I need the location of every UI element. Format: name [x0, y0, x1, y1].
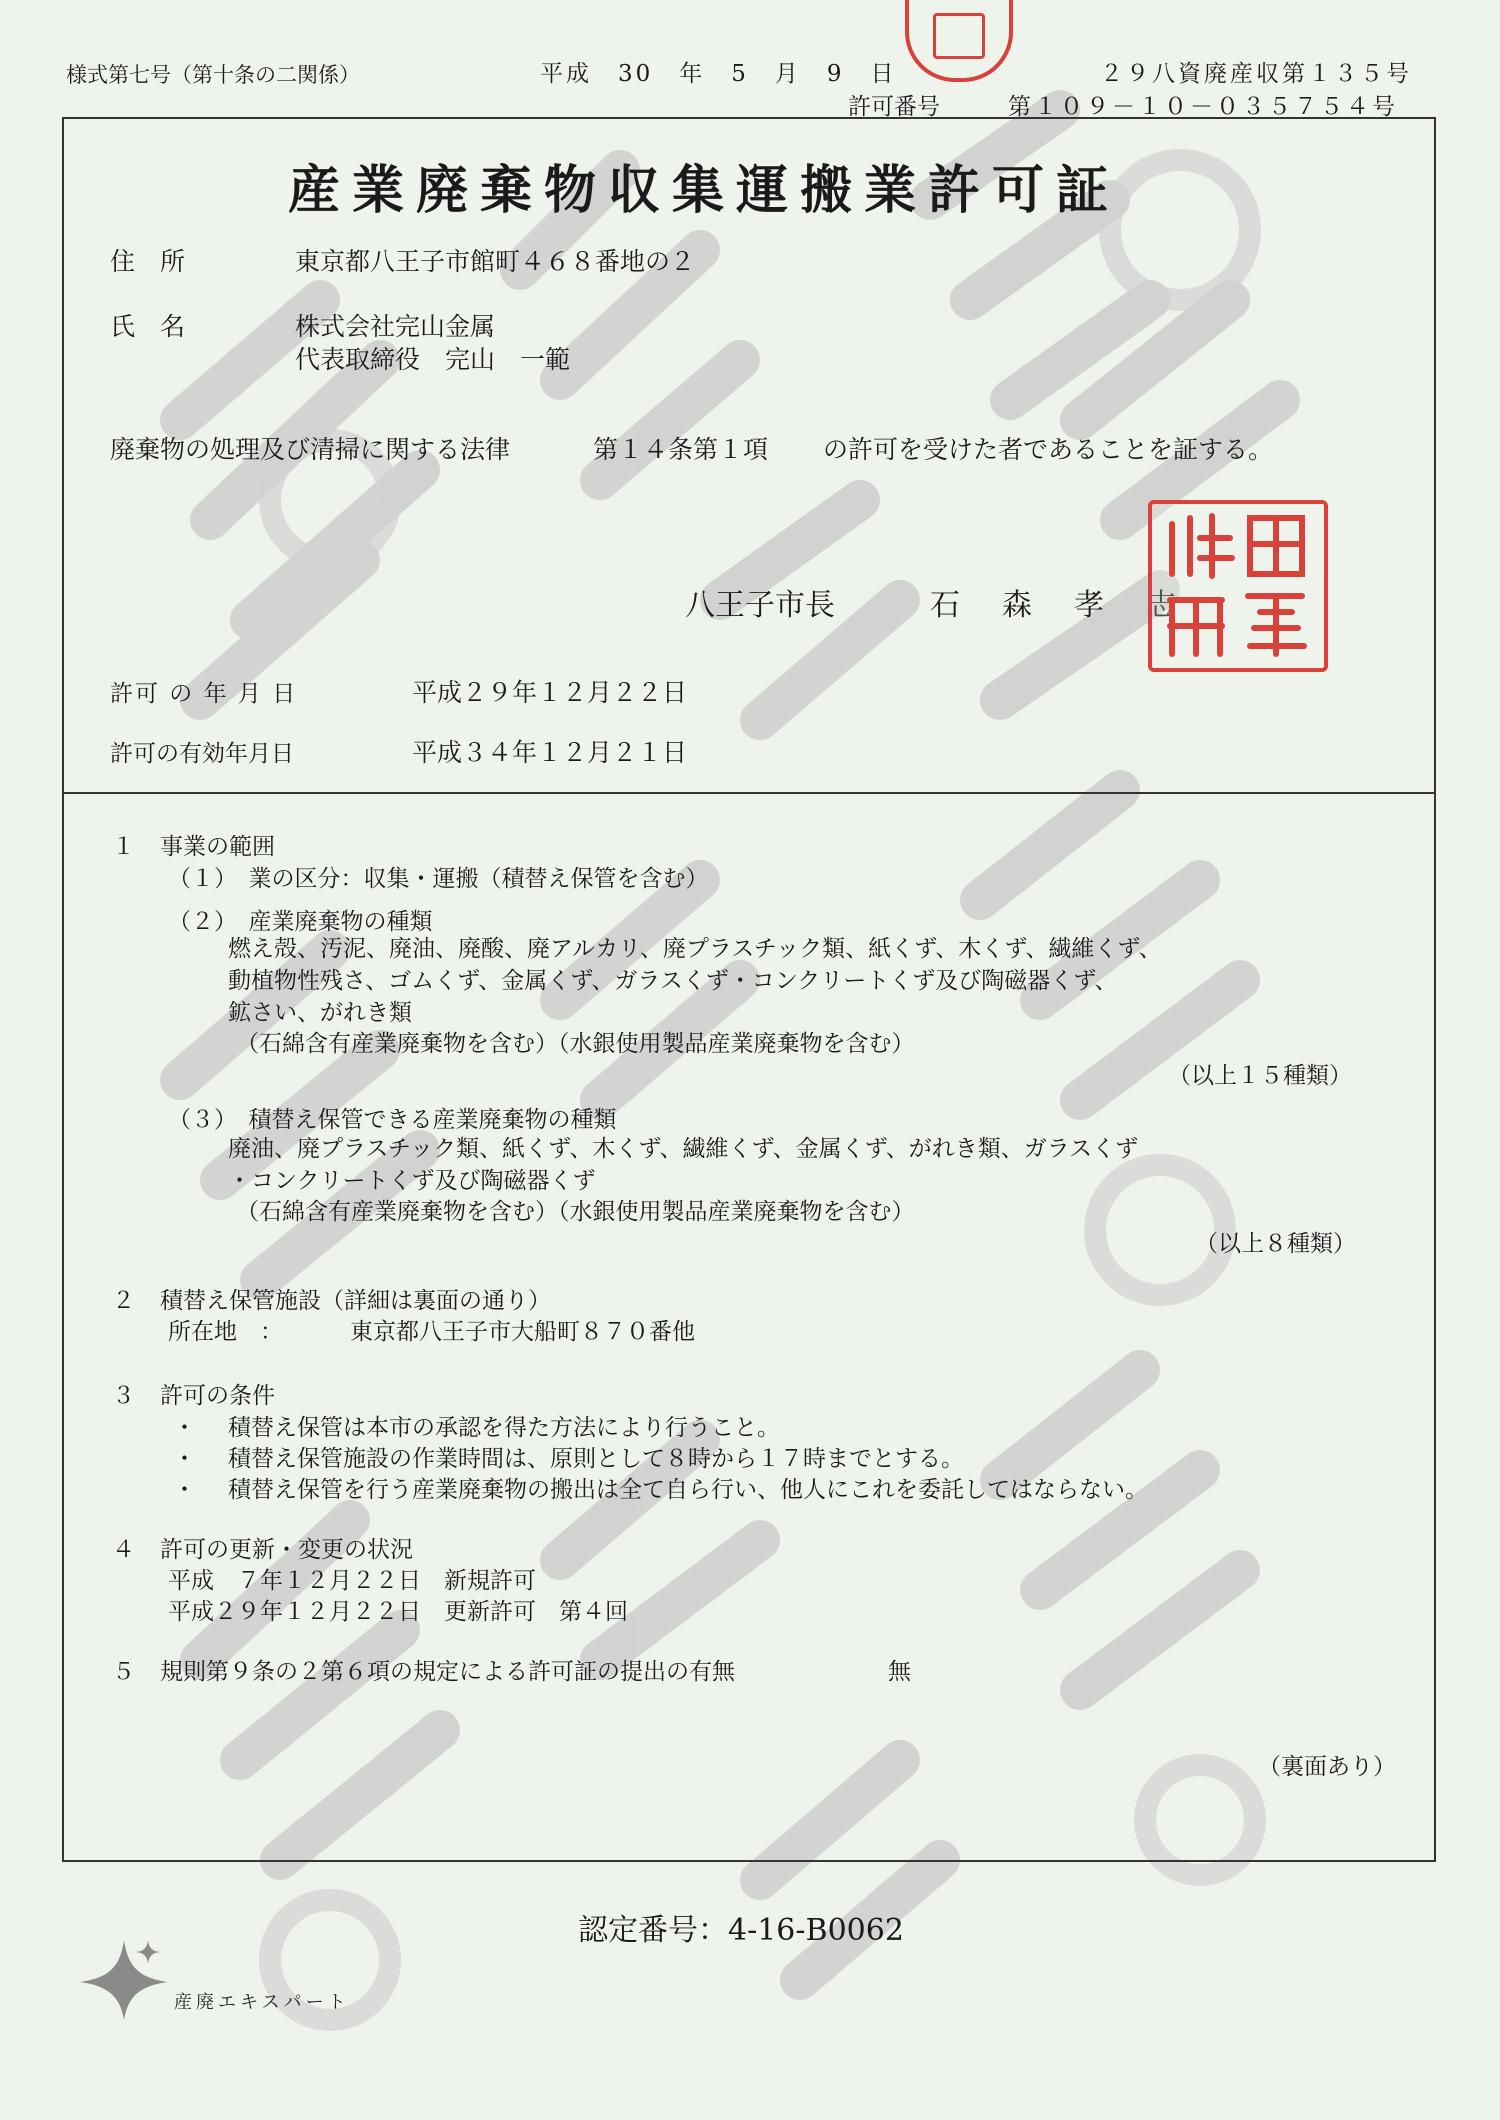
history-heading: 許可の更新・変更の状況 [160, 1537, 413, 1563]
representative-name: 代表取締役 完山 一範 [295, 345, 571, 374]
law-article: 第１４条第１項 [593, 435, 769, 464]
rule-text: 規則第９条の２第６項の規定による許可証の提出の有無 [160, 1659, 735, 1685]
condition-item-3: 積替え保管を行う産業廃棄物の搬出は全て自ら行い、他人にこれを委託してはならない。 [228, 1477, 1148, 1503]
issuer-title: 八王子市長 [685, 588, 835, 623]
address-label: 住 所 [110, 247, 186, 276]
law-statute: 廃棄物の処理及び清掃に関する法律 [110, 435, 511, 464]
mayor-seal [1148, 500, 1328, 672]
sparkle-icon [78, 1938, 170, 2022]
condition-item-1: 積替え保管は本市の承認を得た方法により行うこと。 [228, 1415, 780, 1441]
history-row-1: 平成 ７年１２月２２日 新規許可 [168, 1568, 536, 1594]
issue-date: 平成 30 年 5 月 9 日 [540, 61, 897, 87]
document-number: ２９八資廃産収第１３５号 [1100, 61, 1412, 87]
business-category: （１） 業の区分：収集・運搬（積替え保管を含む） [168, 866, 709, 892]
condition-item-2: 積替え保管施設の作業時間は、原則として８時から１７時までとする。 [228, 1446, 964, 1472]
waste-types-line-4: （石綿含有産業廃棄物を含む）（水銀使用製品産業廃棄物を含む） [236, 1031, 915, 1057]
permit-number-label: 許可番号 [848, 94, 940, 120]
condition-bullet: ・ [173, 1415, 196, 1441]
facility-location-label: 所在地 ： [168, 1319, 283, 1345]
logo-text: 産廃エキスパート [174, 1992, 350, 2013]
waste-types-heading: （２） 産業廃棄物の種類 [168, 909, 433, 935]
condition-bullet: ・ [173, 1477, 196, 1503]
scope-heading: 事業の範囲 [160, 834, 275, 860]
scope-number: １ [112, 834, 135, 860]
conditions-number: ３ [112, 1383, 135, 1409]
waste-types-total: （以上１５種類） [1168, 1063, 1352, 1089]
section-divider [62, 792, 1436, 794]
storage-types-heading: （３） 積替え保管できる産業廃棄物の種類 [168, 1107, 617, 1133]
storage-types-line-1: 廃油、廃プラスチック類、紙くず、木くず、繊維くず、金属くず、がれき類、ガラスくず [228, 1136, 1139, 1162]
official-seal-top [905, 0, 1013, 82]
history-number: ４ [112, 1537, 135, 1563]
name-label: 氏 名 [110, 312, 186, 341]
waste-types-line-2: 動植物性残さ、ゴムくず、金属くず、ガラスくず・コンクリートくず及び陶磁器くず、 [228, 968, 1118, 994]
waste-types-line-3: 鉱さい、がれき類 [228, 1000, 412, 1026]
address-value: 東京都八王子市館町４６８番地の２ [295, 247, 696, 276]
condition-bullet: ・ [173, 1446, 196, 1472]
storage-types-line-3: （石綿含有産業廃棄物を含む）（水銀使用製品産業廃棄物を含む） [236, 1199, 915, 1225]
issuer-name: 石 森 孝 志 [930, 588, 1182, 623]
facility-heading: 積替え保管施設（詳細は裏面の通り） [160, 1288, 551, 1314]
history-row-2: 平成２９年１２月２２日 更新許可 第４回 [168, 1599, 628, 1625]
facility-location-value: 東京都八王子市大船町８７０番他 [350, 1319, 695, 1345]
waste-types-line-1: 燃え殻、汚泥、廃油、廃酸、廃アルカリ、廃プラスチック類、紙くず、木くず、繊維くず、 [228, 936, 1162, 962]
facility-number: ２ [112, 1288, 135, 1314]
certify-statement: の許可を受けた者であることを証する。 [823, 435, 1274, 464]
permit-date-value: 平成２９年１２月２２日 [412, 678, 688, 707]
expiry-date-label: 許可の有効年月日 [110, 741, 294, 767]
permit-date-label: 許可 の 年 月 日 [110, 681, 298, 707]
certification-number: 認定番号：4-16-B0062 [578, 1913, 904, 1948]
form-number: 様式第七号（第十条の二関係） [66, 63, 360, 87]
certificate-title: 産業廃棄物収集運搬業許可証 [288, 160, 1121, 221]
rule-number: ５ [112, 1659, 135, 1685]
logo [78, 1938, 350, 2026]
storage-types-line-2: ・コンクリートくず及び陶磁器くず [228, 1168, 596, 1194]
back-side-note: （裏面あり） [1258, 1754, 1396, 1780]
conditions-heading: 許可の条件 [160, 1383, 275, 1409]
storage-types-total: （以上８種類） [1195, 1231, 1356, 1257]
expiry-date-value: 平成３４年１２月２１日 [412, 738, 688, 767]
company-name: 株式会社完山金属 [295, 312, 496, 341]
permit-number-value: 第１０９－１０－０３５７５４号 [1008, 94, 1398, 120]
rule-value: 無 [888, 1659, 911, 1685]
